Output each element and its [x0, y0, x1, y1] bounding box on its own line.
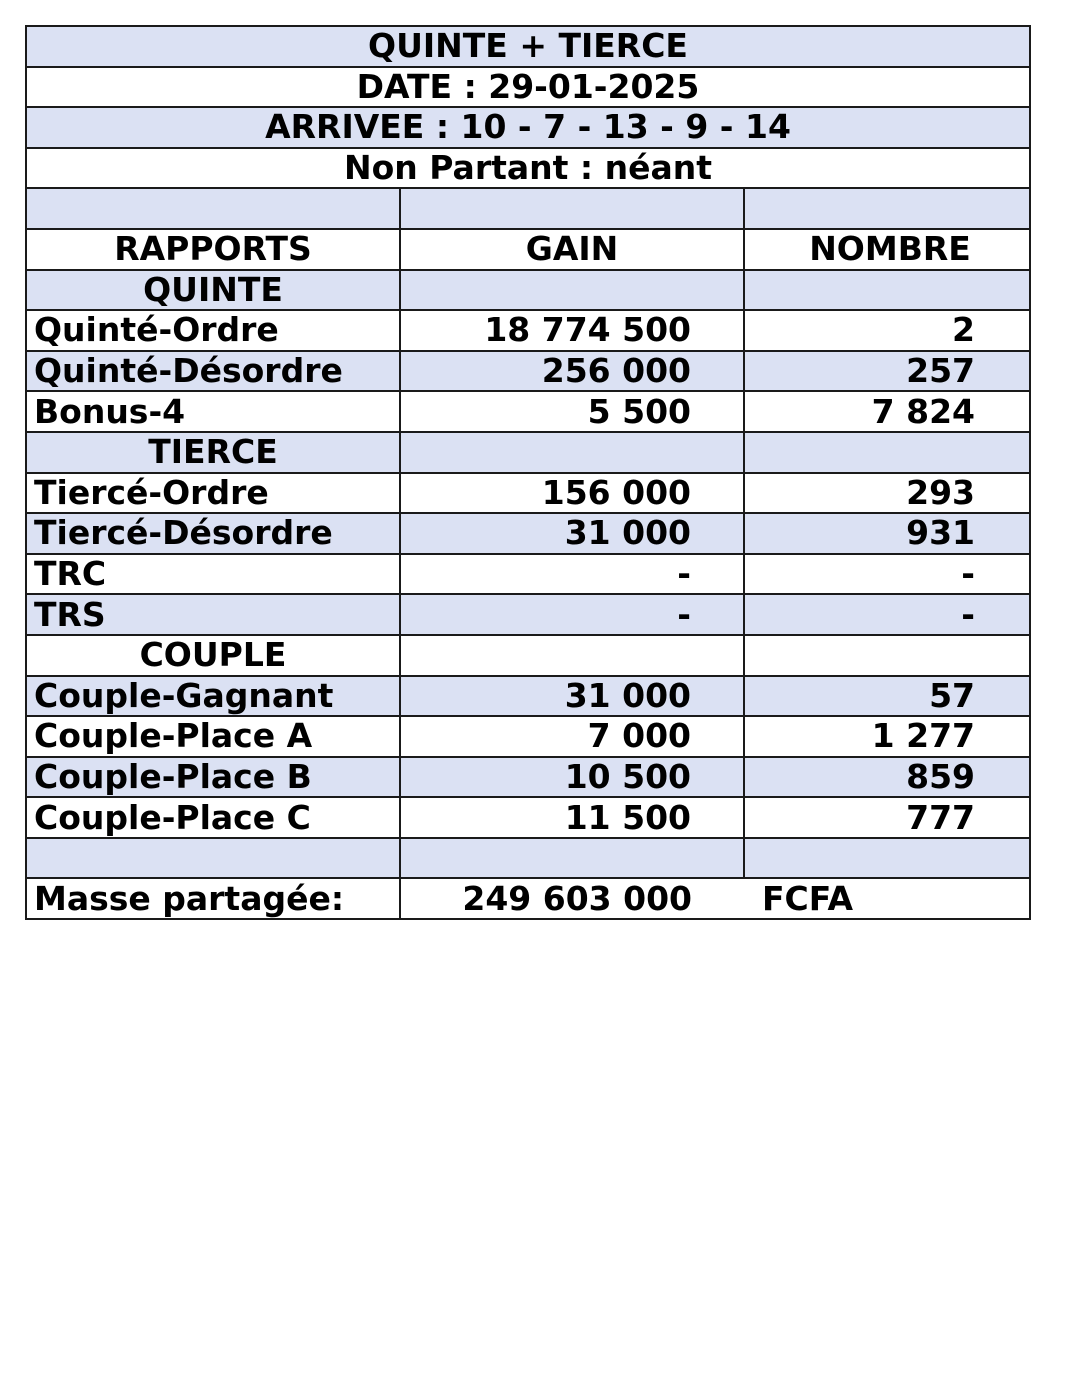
- row-label: Quinté-Désordre: [26, 351, 400, 392]
- empty-cell: [400, 838, 744, 879]
- empty-cell: [400, 432, 744, 473]
- empty-cell: [400, 188, 744, 229]
- empty-cell: [744, 432, 1030, 473]
- row-gain: -: [400, 594, 744, 635]
- table-row: [26, 473, 1030, 514]
- row-gain: 18 774 500: [400, 310, 744, 351]
- non-partant-row: [26, 148, 1030, 189]
- table-row: [26, 554, 1030, 595]
- column-header-row: [26, 229, 1030, 270]
- row-nombre: 931: [744, 513, 1030, 554]
- row-gain: 5 500: [400, 391, 744, 432]
- race-date: DATE : 29-01-2025: [26, 67, 1030, 108]
- row-gain: -: [400, 554, 744, 595]
- table-row: [26, 797, 1030, 838]
- empty-cell: [744, 188, 1030, 229]
- row-label: Couple-Gagnant: [26, 676, 400, 717]
- empty-cell: [744, 838, 1030, 879]
- row-label: TRC: [26, 554, 400, 595]
- empty-cell: [400, 635, 744, 676]
- table-row: [26, 513, 1030, 554]
- header-gain: GAIN: [400, 229, 744, 270]
- spacer-row: [26, 188, 1030, 229]
- row-nombre: -: [744, 594, 1030, 635]
- row-nombre: 859: [744, 757, 1030, 798]
- row-gain: 7 000: [400, 716, 744, 757]
- empty-cell: [26, 188, 400, 229]
- section-row-couple: [26, 635, 1030, 676]
- row-nombre: 293: [744, 473, 1030, 514]
- empty-cell: [26, 838, 400, 879]
- row-gain: 256 000: [400, 351, 744, 392]
- row-label: TRS: [26, 594, 400, 635]
- table-row: [26, 757, 1030, 798]
- header-nombre: NOMBRE: [744, 229, 1030, 270]
- row-nombre: 7 824: [744, 391, 1030, 432]
- spacer-row: [26, 838, 1030, 879]
- non-partant-text: Non Partant : néant: [26, 148, 1030, 189]
- row-label: Quinté-Ordre: [26, 310, 400, 351]
- empty-cell: [744, 270, 1030, 311]
- empty-cell: [400, 270, 744, 311]
- section-title: TIERCE: [26, 432, 400, 473]
- row-gain: 31 000: [400, 676, 744, 717]
- page-title: QUINTE + TIERCE: [26, 26, 1030, 67]
- arrivee-row: [26, 107, 1030, 148]
- date-row: [26, 67, 1030, 108]
- title-row: [26, 26, 1030, 67]
- row-nombre: 1 277: [744, 716, 1030, 757]
- header-rapports: RAPPORTS: [26, 229, 400, 270]
- table-row: [26, 351, 1030, 392]
- results-table: [25, 25, 1031, 920]
- row-gain: 10 500: [400, 757, 744, 798]
- masse-value: 249 603 000: [400, 878, 744, 919]
- table-row: [26, 676, 1030, 717]
- table-row: [26, 594, 1030, 635]
- row-label: Couple-Place A: [26, 716, 400, 757]
- section-title: QUINTE: [26, 270, 400, 311]
- row-nombre: 257: [744, 351, 1030, 392]
- row-nombre: -: [744, 554, 1030, 595]
- row-nombre: 2: [744, 310, 1030, 351]
- section-title: COUPLE: [26, 635, 400, 676]
- currency-label: FCFA: [744, 878, 1030, 919]
- row-nombre: 57: [744, 676, 1030, 717]
- masse-row: [26, 878, 1030, 919]
- table-row: [26, 310, 1030, 351]
- row-label: Tiercé-Ordre: [26, 473, 400, 514]
- row-label: Bonus-4: [26, 391, 400, 432]
- row-gain: 11 500: [400, 797, 744, 838]
- table-row: [26, 716, 1030, 757]
- empty-cell: [744, 635, 1030, 676]
- row-label: Couple-Place B: [26, 757, 400, 798]
- table-row: [26, 391, 1030, 432]
- row-label: Tiercé-Désordre: [26, 513, 400, 554]
- row-nombre: 777: [744, 797, 1030, 838]
- section-row-tierce: [26, 432, 1030, 473]
- row-label: Couple-Place C: [26, 797, 400, 838]
- arrivee-text: ARRIVEE : 10 - 7 - 13 - 9 - 14: [26, 107, 1030, 148]
- row-gain: 156 000: [400, 473, 744, 514]
- section-row-quinte: [26, 270, 1030, 311]
- row-gain: 31 000: [400, 513, 744, 554]
- masse-label: Masse partagée:: [26, 878, 400, 919]
